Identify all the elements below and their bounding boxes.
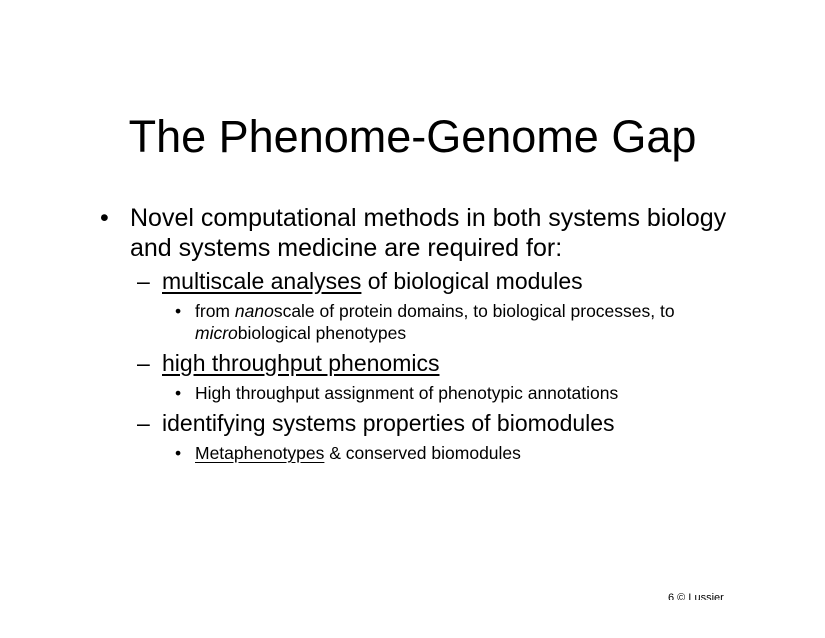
bullet-nanoscale [195,300,715,344]
bullet-phenotypic-annotations: High throughput assignment of phenotypic annotations [195,383,619,403]
slide-title: The Phenome-Genome Gap [128,111,697,162]
bullet-marker: • [175,301,182,321]
slide-footer: 6 © Lussier [668,592,724,600]
bullet-high-throughput-phenomics [162,349,722,377]
bullet-metaphenotypes [195,442,715,464]
bullet-text: scale of protein domains, to biological processes, to [273,301,675,321]
bullet-marker: • [100,204,109,232]
italic-micro: micro [195,323,238,343]
bullet-multiscale-analyses [162,267,722,295]
bullet-text: from [195,301,235,321]
multiscale-analyses-link-text: multiscale analyses [162,268,362,294]
bullet-systems-properties: identifying systems properties of biomodules [162,410,615,436]
bullet-marker: • [175,383,182,403]
italic-nano: nano [234,301,274,321]
high-throughput-phenomics-link-text: high throughput phenomics [162,350,440,376]
bullet-novel-methods: Novel computational methods in both systems biology and systems medicine are required for: [130,204,727,262]
bullet-text: biological phenotypes [237,323,407,343]
dash-marker: – [137,410,150,436]
bullet-marker: • [175,443,182,463]
dash-marker: – [137,268,150,294]
bullet-text: & conserved biomodules [324,443,521,463]
dash-marker: – [137,350,150,376]
metaphenotypes-link-text: Metaphenotypes [195,443,325,463]
bullet-text: of biological modules [361,268,583,294]
